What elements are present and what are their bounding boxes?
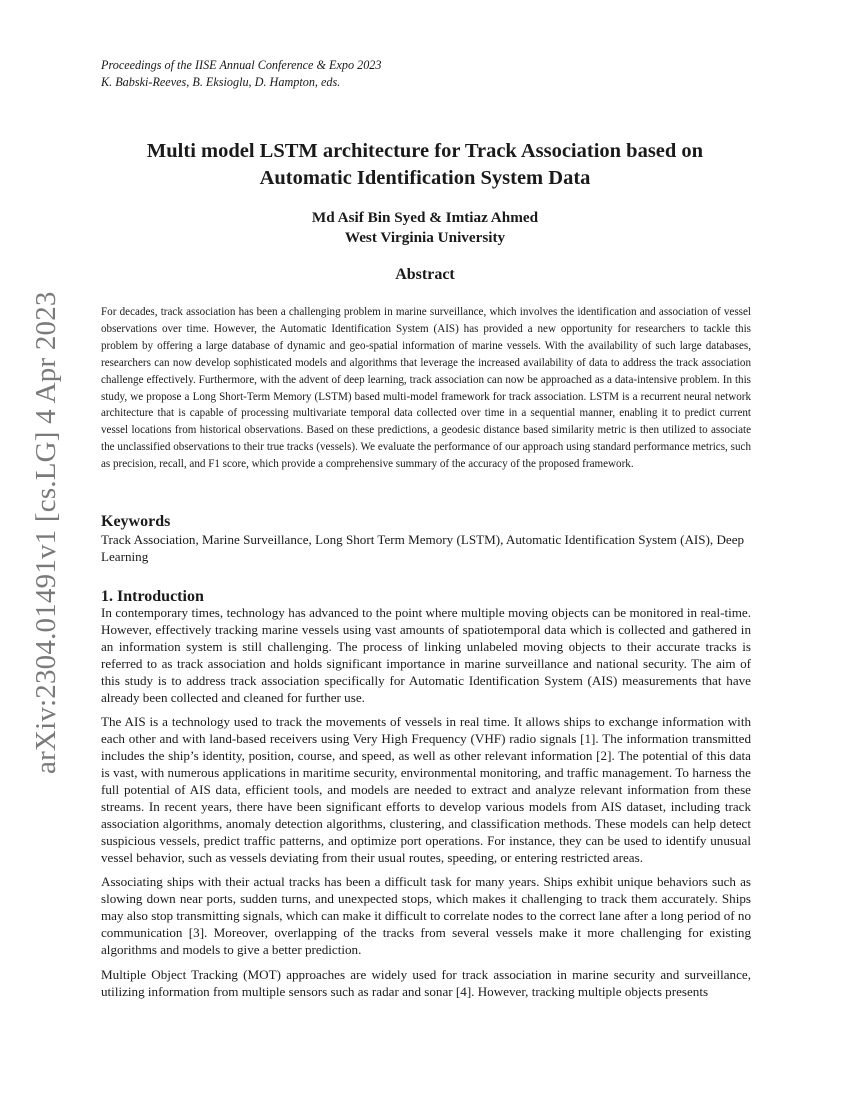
keywords-heading: Keywords: [101, 513, 171, 530]
proceedings-conference: Proceedings of the IISE Annual Conference & Expo 2023: [101, 58, 382, 72]
author-affiliation: West Virginia University: [344, 229, 506, 246]
paper-title-line-1: Multi model LSTM architecture for Track Association based on: [146, 140, 704, 162]
keywords-text: Track Association, Marine Surveillance, Long Short Term Memory (LSTM), Automatic Identification System (AIS), Deep Learning: [101, 532, 745, 564]
introduction-paragraph: Multiple Object Tracking (MOT) approaches are widely used for track association in marine security and surveillance, utilizing information from multiple sensors such as radar and sonar [4]. However, tracking multiple objects presents: [101, 966, 751, 999]
abstract-heading: Abstract: [395, 266, 455, 283]
proceedings-header: [101, 57, 381, 91]
paper-title-line-2: Automatic Identification System Data: [259, 167, 591, 189]
introduction-body: [101, 605, 751, 1008]
paper-title: [100, 138, 750, 192]
arxiv-identifier-stamp: arXiv:2304.01491v1 [cs.LG] 4 Apr 2023: [30, 291, 62, 774]
introduction-paragraph: The AIS is a technology used to track the movements of vessels in real time. It allows ships to exchange information with each other and with land-based receivers using Very High Frequency (VHF) radio signals [1]. The information transmitted includes the ship’s identity, position, course, and speed, as well as other relevant information [2]. The potential of this data is vast, with numerous applications in maritime security, environmental monitoring, and traffic management. To harness the full potential of AIS data, efficient tools, and models are needed to extract and analyze relevant information from these streams. In recent years, there have been significant efforts to develop various models from AIS dataset, including track association algorithms, anomaly detection algorithms, clustering, and classification methods. These models can help detect suspicious vessels, predict traffic patterns, and optimize port operations. For instance, they can be used to identify unusual vessel behavior, such as vessels deviating from their usual routes, speeding, or entering restricted areas.: [101, 714, 751, 865]
introduction-paragraph: Associating ships with their actual tracks has been a difficult task for many years. Ships exhibit unique behaviors such as slowing down near ports, sudden turns, and unexpected stops, which makes it challenging to track them accurately. Ships may also stop transmitting signals, which can make it difficult to correlate nodes to the correct lane after a long period of no communication [3]. Moreover, overlapping of the tracks from several vessels make it more challenging for existing algorithms and models to give a better prediction.: [101, 874, 751, 958]
introduction-heading: 1. Introduction: [101, 588, 204, 605]
proceedings-editors: K. Babski-Reeves, B. Eksioglu, D. Hampton, eds.: [101, 75, 341, 89]
abstract-text: For decades, track association has been a challenging problem in marine surveillance, which involves the identification and association of vessel observations over time. However, the Automatic Identification System (AIS) has provided a new opportunity for researchers to tackle this problem by offering a large database of dynamic and geo-spatial information of marine vessels. With the availability of such large databases, researchers can now develop sophisticated models and algorithms that leverage the increased availability of data to address the track association challenge effectively. Furthermore, with the advent of deep learning, track association can now be approached as a data-intensive problem. In this study, we propose a Long Short-Term Memory (LSTM) based multi-model framework for track association. LSTM is a recurrent neural network architecture that is capable of processing multivariate temporal data collected over time in a sequential manner, enabling it to predict current vessel locations from historical observations. Based on these predictions, a geodesic distance based similarity metric is then utilized to associate the unclassified observations to their true tracks (vessels). We evaluate the performance of our approach using standard performance metrics, such as precision, recall, and F1 score, which provide a comprehensive summary of the accuracy of the proposed framework.: [101, 306, 751, 471]
introduction-paragraph: In contemporary times, technology has advanced to the point where multiple moving objects can be monitored in real-time. However, effectively tracking marine vessels using vast amounts of spatiotemporal data which is collected and gathered in an information system is still challenging. The process of linking unlabeled moving objects to their accurate tracks is referred to as track association and holds significant importance in marine surveillance and national security. The aim of this study is to address track association specifically for Automatic Identification System (AIS) measurements that have already been collected and cleaned for further use.: [101, 605, 751, 705]
author-block: [100, 208, 750, 248]
author-names: Md Asif Bin Syed & Imtiaz Ahmed: [311, 209, 539, 226]
